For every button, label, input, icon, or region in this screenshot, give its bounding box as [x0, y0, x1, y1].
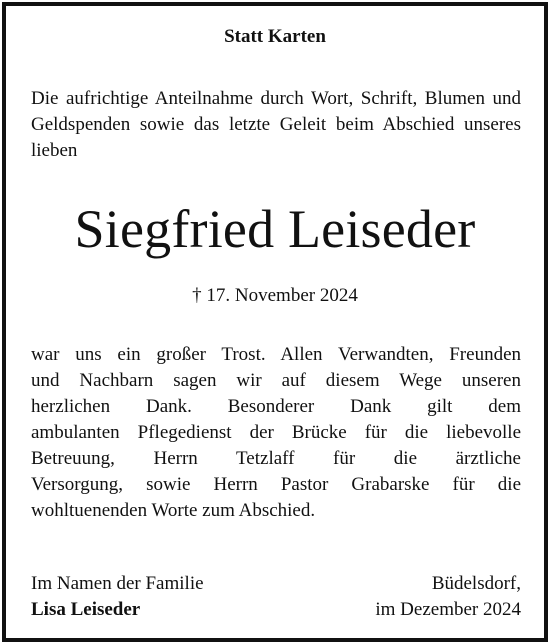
- thanks-line: herzlichen Dank. Besonderer Dank gilt dem: [31, 396, 521, 417]
- date-text: im Dezember 2024: [375, 599, 521, 620]
- place-text: Büdelsdorf,: [431, 573, 521, 594]
- signer-name: Lisa Leiseder: [31, 599, 141, 620]
- obituary-notice: [2, 2, 548, 642]
- death-date: † 17. November 2024: [192, 285, 358, 306]
- thanks-line: Versorgung, sowie Herrn Pastor Grabarske für die: [31, 474, 521, 495]
- thanks-line: wohltuenenden Worte zum Abschied.: [31, 500, 316, 521]
- notice-heading: Statt Karten: [224, 26, 326, 47]
- thanks-line: war uns ein großer Trost. Allen Verwandten, Freunden: [31, 344, 521, 365]
- on-behalf-text: Im Namen der Familie: [31, 573, 204, 594]
- signoff-left: [31, 571, 204, 623]
- deceased-name: Siegfried Leiseder: [74, 199, 476, 259]
- thanks-paragraph: [31, 342, 521, 524]
- intro-paragraph: Die aufrichtige Anteilnahme durch Wort, Schrift, Blumen und Geldspenden sowie das letzte Geleit beim Abschied unseres lieben: [31, 88, 521, 161]
- thanks-line: und Nachbarn sagen wir auf diesem Wege unseren: [31, 370, 521, 391]
- thanks-line: Betreuung, Herrn Tetzlaff für die ärztliche: [31, 448, 521, 469]
- signoff-right: [375, 571, 521, 623]
- thanks-line: ambulanten Pflegedienst der Brücke für die liebevolle: [31, 422, 521, 443]
